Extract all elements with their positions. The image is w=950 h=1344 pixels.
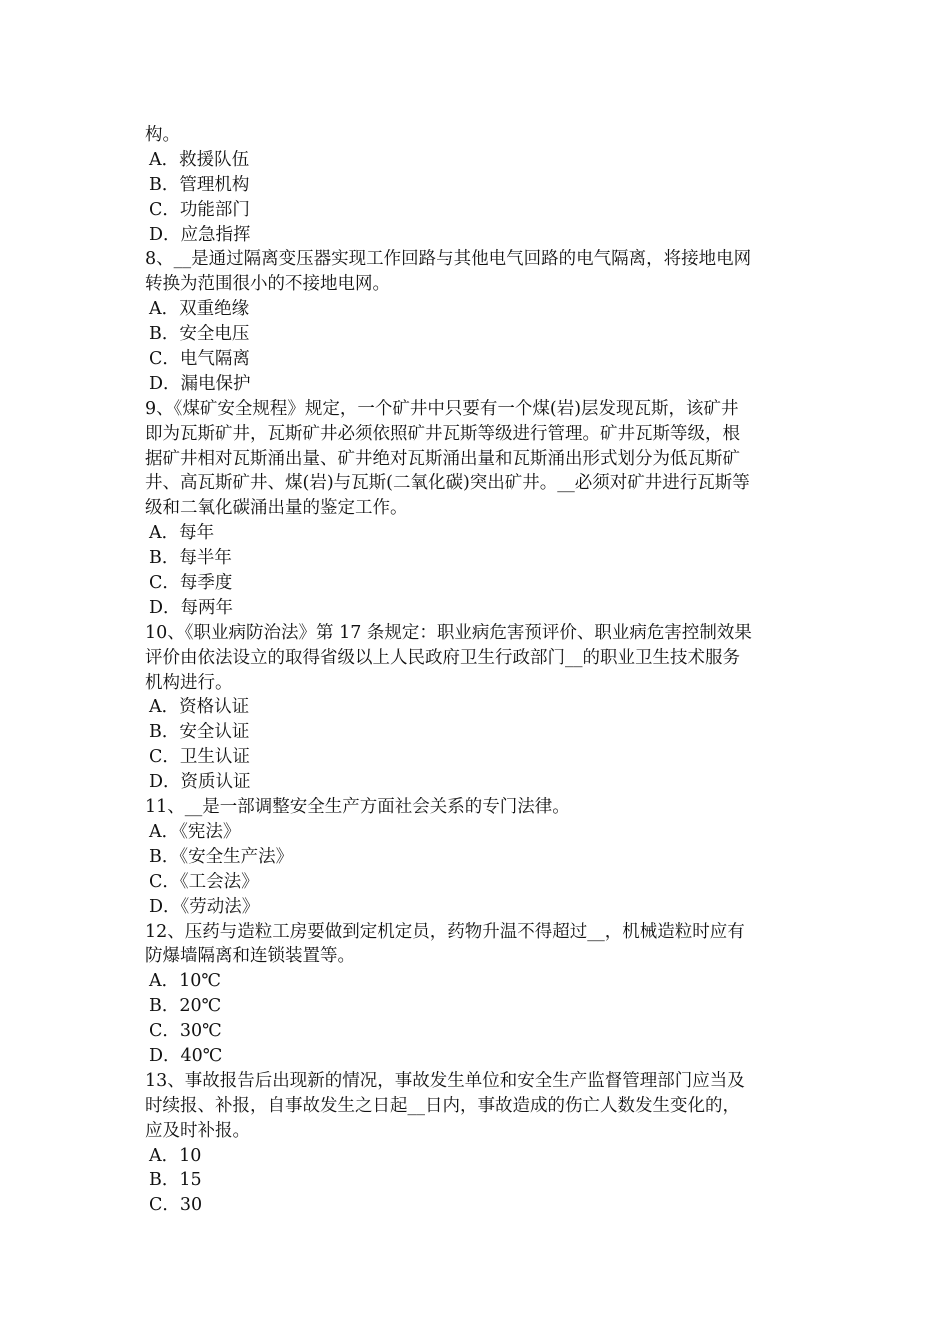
question-text-line: 据矿井相对瓦斯涌出量、矿井绝对瓦斯涌出量和瓦斯涌出形式划分为低瓦斯矿: [145, 448, 740, 469]
question-text-line: 构。: [145, 125, 180, 145]
question-text-line: 应及时补报。: [145, 1120, 250, 1141]
answer-option: C．电气隔离: [149, 349, 250, 370]
question-text-line: 级和二氧化碳涌出量的鉴定工作。: [145, 498, 408, 519]
answer-option: B．20℃: [149, 996, 222, 1017]
answer-option: C．每季度: [149, 573, 233, 594]
question-text-line: 评价由依法设立的取得省级以上人民政府卫生行政部门__的职业卫生技术服务: [145, 647, 740, 668]
answer-option: D．40℃: [149, 1045, 223, 1066]
question-text-line: 10、《职业病防治法》第 17 条规定：职业病危害预评价、职业病危害控制效果: [145, 622, 752, 643]
answer-option: C．《工会法》: [149, 871, 259, 892]
question-text-line: 12、压药与造粒工房要做到定机定员，药物升温不得超过__，机械造粒时应有: [145, 921, 745, 942]
answer-option: B．安全电压: [149, 324, 250, 345]
answer-option: A．《宪法》: [149, 821, 241, 842]
answer-option: C．卫生认证: [149, 747, 250, 768]
question-text-line: 13、事故报告后出现新的情况，事故发生单位和安全生产监督管理部门应当及: [145, 1070, 745, 1091]
answer-option: B．15: [149, 1170, 202, 1191]
question-text-line: 机构进行。: [145, 672, 233, 693]
question-text-line: 时续报、补报，自事故发生之日起__日内，事故造成的伤亡人数发生变化的，: [145, 1095, 740, 1116]
question-text-line: 11、__是一部调整安全生产方面社会关系的专门法律。: [145, 797, 570, 818]
answer-option: A．救援队伍: [149, 149, 250, 170]
answer-option: C．功能部门: [149, 199, 250, 220]
question-text-line: 防爆墙隔离和连锁装置等。: [145, 946, 355, 967]
answer-option: D．《劳动法》: [149, 896, 260, 917]
answer-option: A．资格认证: [149, 697, 250, 718]
answer-option: B．《安全生产法》: [149, 846, 294, 867]
question-text-line: 9、《煤矿安全规程》规定，一个矿井中只要有一个煤(岩)层发现瓦斯，该矿井: [145, 398, 739, 419]
answer-option: D．每两年: [149, 597, 234, 618]
question-text-line: 转换为范围很小的不接地电网。: [145, 274, 390, 295]
question-text-line: 8、__是通过隔离变压器实现工作回路与其他电气回路的电气隔离，将接地电网: [145, 249, 752, 270]
answer-option: B．每半年: [149, 548, 232, 569]
answer-option: C．30: [149, 1195, 203, 1216]
answer-option: B．安全认证: [149, 722, 250, 743]
answer-option: A．每年: [149, 523, 215, 544]
question-text-line: 即为瓦斯矿井，瓦斯矿井必须依照矿井瓦斯等级进行管理。矿井瓦斯等级，根: [145, 423, 740, 444]
answer-option: B．管理机构: [149, 174, 250, 195]
answer-option: C．30℃: [149, 1021, 222, 1042]
answer-option: A．10℃: [149, 971, 221, 992]
answer-option: D．应急指挥: [149, 224, 251, 245]
answer-option: A．双重绝缘: [149, 299, 250, 320]
answer-option: D．资质认证: [149, 772, 251, 793]
answer-option: D．漏电保护: [149, 373, 251, 394]
answer-option: A．10: [149, 1145, 202, 1166]
question-text-line: 井、高瓦斯矿井、煤(岩)与瓦斯(二氧化碳)突出矿井。__必须对矿井进行瓦斯等: [145, 473, 750, 494]
